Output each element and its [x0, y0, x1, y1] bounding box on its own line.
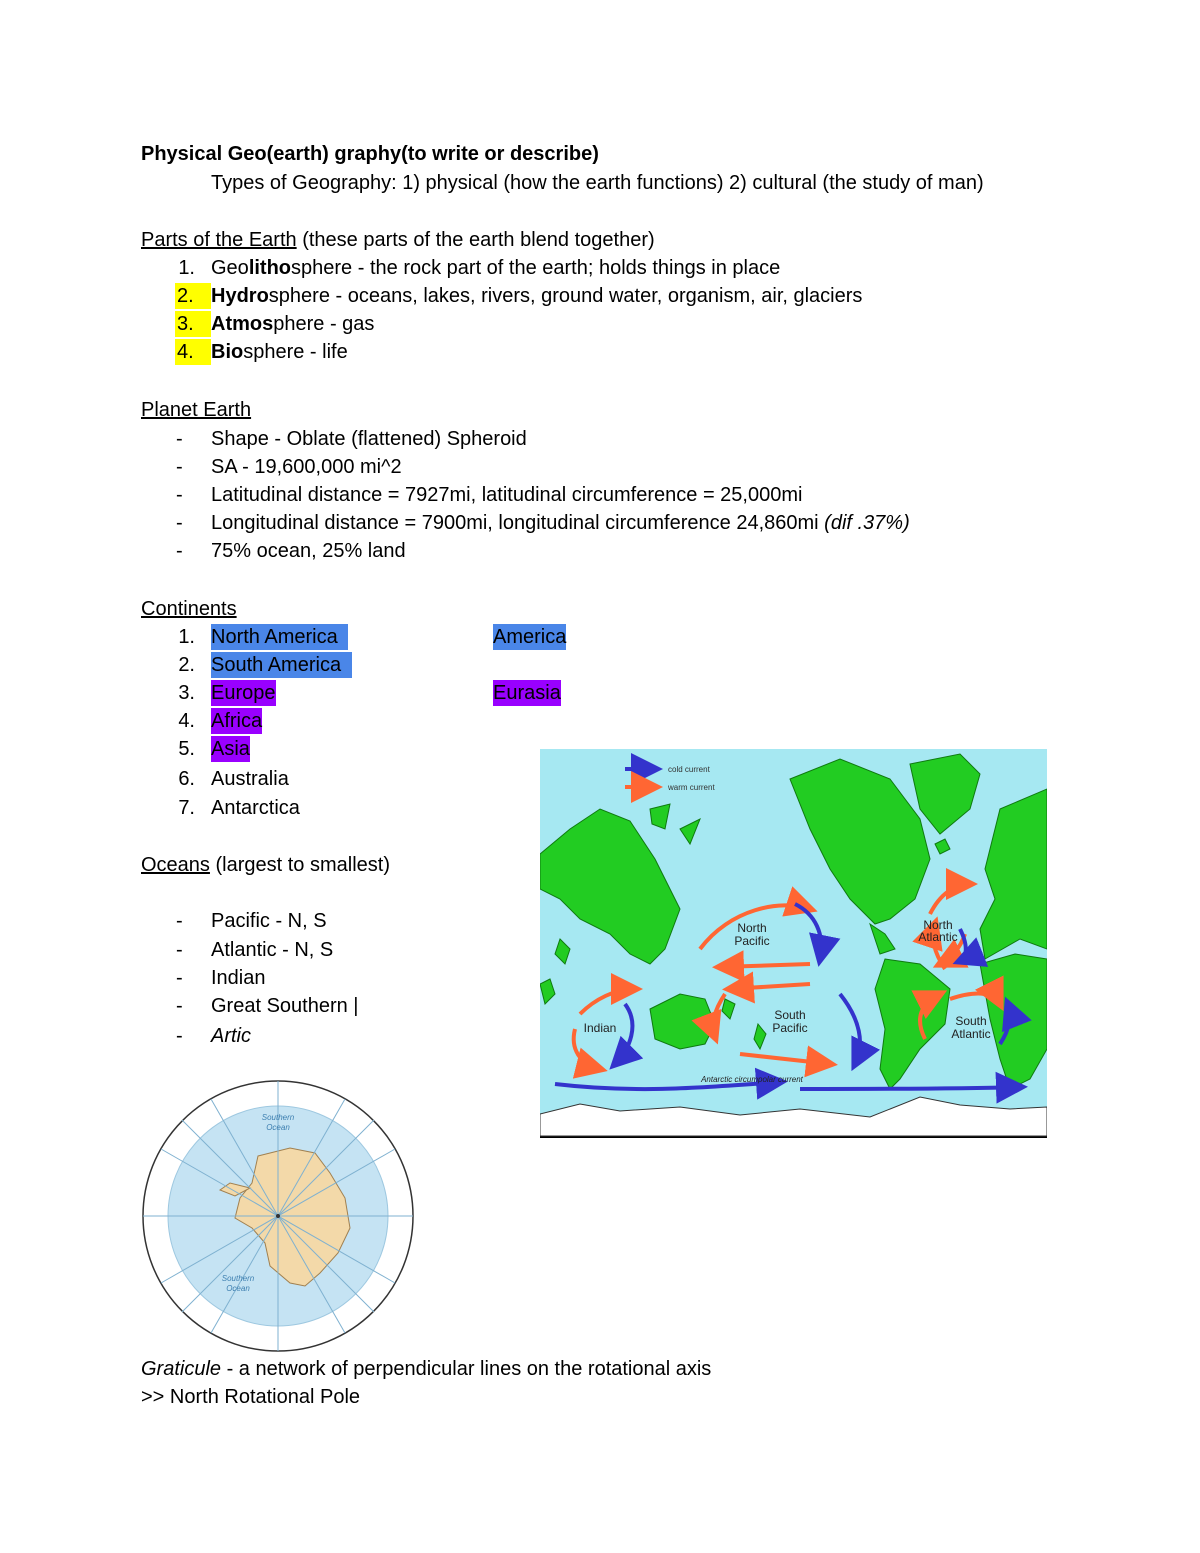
page-title: Physical Geo(earth) graphy(to write or describe)	[141, 143, 599, 165]
legend-cold: cold current	[668, 765, 710, 774]
bullet-dash: -	[176, 484, 183, 506]
bullet-dash: -	[176, 939, 183, 961]
ocean-name: Great Southern |	[211, 995, 359, 1017]
group-america: America	[493, 626, 567, 648]
item-text: sphere - oceans, lakes, rivers, ground water, organism, air, glaciers	[268, 285, 863, 307]
list-number: 7.	[178, 797, 195, 819]
label-southern-ocean-top-2: Ocean	[266, 1123, 290, 1132]
bullet-dash: -	[176, 512, 183, 534]
ocean-name: Atlantic - N, S	[211, 939, 334, 961]
list-number: 4.	[175, 339, 211, 365]
list-number: 4.	[178, 710, 195, 732]
continent-name: South America	[211, 652, 352, 678]
list-number: 3.	[175, 311, 211, 337]
continent-name: Australia	[211, 768, 289, 790]
planet-heading: Planet Earth	[141, 399, 252, 421]
oceans-heading-text: Oceans	[141, 854, 210, 876]
continent-name: Africa	[211, 710, 263, 732]
parts-heading	[141, 227, 655, 253]
legend-warm: warm current	[668, 783, 715, 792]
bullet-text: 75% ocean, 25% land	[211, 540, 406, 562]
item-bold: Hydro	[211, 285, 269, 307]
types-of-geography: Types of Geography: 1) physical (how the earth functions) 2) cultural (the study of man)	[211, 172, 984, 194]
list-number: 1.	[178, 626, 195, 648]
label-north-atlantic-2: Atlantic	[918, 930, 958, 944]
continent-name: Asia	[211, 738, 250, 760]
continent-name: Europe	[211, 682, 276, 704]
label-circumpolar: Antarctic circumpolar current	[701, 1075, 803, 1084]
list-number: 5.	[178, 738, 195, 760]
bullet-dash: -	[176, 995, 183, 1017]
bullet-text: Latitudinal distance = 7927mi, latitudinal circumference = 25,000mi	[211, 484, 803, 506]
list-number: 2.	[175, 283, 211, 309]
ocean-currents-map	[540, 749, 1047, 1138]
graticule-definition	[141, 1356, 711, 1382]
label-south-pacific-2: Pacific	[772, 1021, 808, 1035]
bullet-text: Shape - Oblate (flattened) Spheroid	[211, 428, 527, 450]
continent-name: North America	[211, 624, 348, 650]
ocean-name: Indian	[211, 967, 266, 989]
group-eurasia: Eurasia	[493, 682, 561, 704]
oceans-heading	[141, 852, 390, 878]
continents-heading: Continents	[141, 598, 237, 620]
ocean-name: Artic	[211, 1025, 251, 1047]
bullet-text: Longitudinal distance = 7900mi, longitudinal circumference 24,860mi	[211, 512, 825, 534]
bullet-dash: -	[176, 967, 183, 989]
label-north-pacific-1: North	[737, 921, 767, 935]
item-prefix: Geo	[211, 257, 249, 279]
item-bold: Bio	[211, 341, 244, 363]
continent-name: Antarctica	[211, 797, 300, 819]
bullet-dash: -	[176, 910, 183, 932]
list-number: 3.	[178, 682, 195, 704]
item-text: phere - gas	[273, 313, 375, 335]
graticule-term: Graticule	[141, 1358, 222, 1380]
graticule-text: - a network of perpendicular lines on the rotational axis	[221, 1358, 712, 1380]
label-indian: Indian	[583, 1021, 617, 1035]
pole-line: >> North Rotational Pole	[141, 1386, 361, 1408]
oceans-heading-note: (largest to smallest)	[209, 854, 390, 876]
label-south-atlantic-1: South	[955, 1014, 987, 1028]
item-text: sphere - the rock part of the earth; holds things in place	[291, 257, 781, 279]
list-number: 6.	[178, 768, 195, 790]
parts-heading-note: (these parts of the earth blend together)	[296, 229, 655, 251]
label-south-atlantic-2: Atlantic	[951, 1027, 991, 1041]
parts-heading-text: Parts of the Earth	[141, 229, 297, 251]
list-number: 2.	[178, 654, 195, 676]
label-south-pacific-1: South	[774, 1008, 806, 1022]
antarctica-polar-map	[140, 1078, 416, 1354]
label-southern-ocean-top-1: Southern	[261, 1113, 295, 1122]
bullet-dash: -	[176, 540, 183, 562]
bullet-dash: -	[176, 456, 183, 478]
item-bold: Atmos	[211, 313, 274, 335]
bullet-dash: -	[176, 428, 183, 450]
label-north-atlantic-1: North	[923, 918, 953, 932]
item-bold: litho	[248, 257, 292, 279]
list-number: 1.	[178, 257, 195, 279]
label-southern-ocean-bottom-2: Ocean	[226, 1284, 250, 1293]
ocean-name: Pacific - N, S	[211, 910, 327, 932]
item-text: sphere - life	[243, 341, 348, 363]
label-north-pacific-2: Pacific	[734, 934, 770, 948]
south-pole-marker	[276, 1214, 280, 1218]
dif-note: (dif .37%)	[824, 512, 910, 534]
bullet-text: SA - 19,600,000 mi^2	[211, 456, 402, 478]
label-southern-ocean-bottom-1: Southern	[221, 1274, 255, 1283]
bullet-dash: -	[176, 1025, 183, 1047]
